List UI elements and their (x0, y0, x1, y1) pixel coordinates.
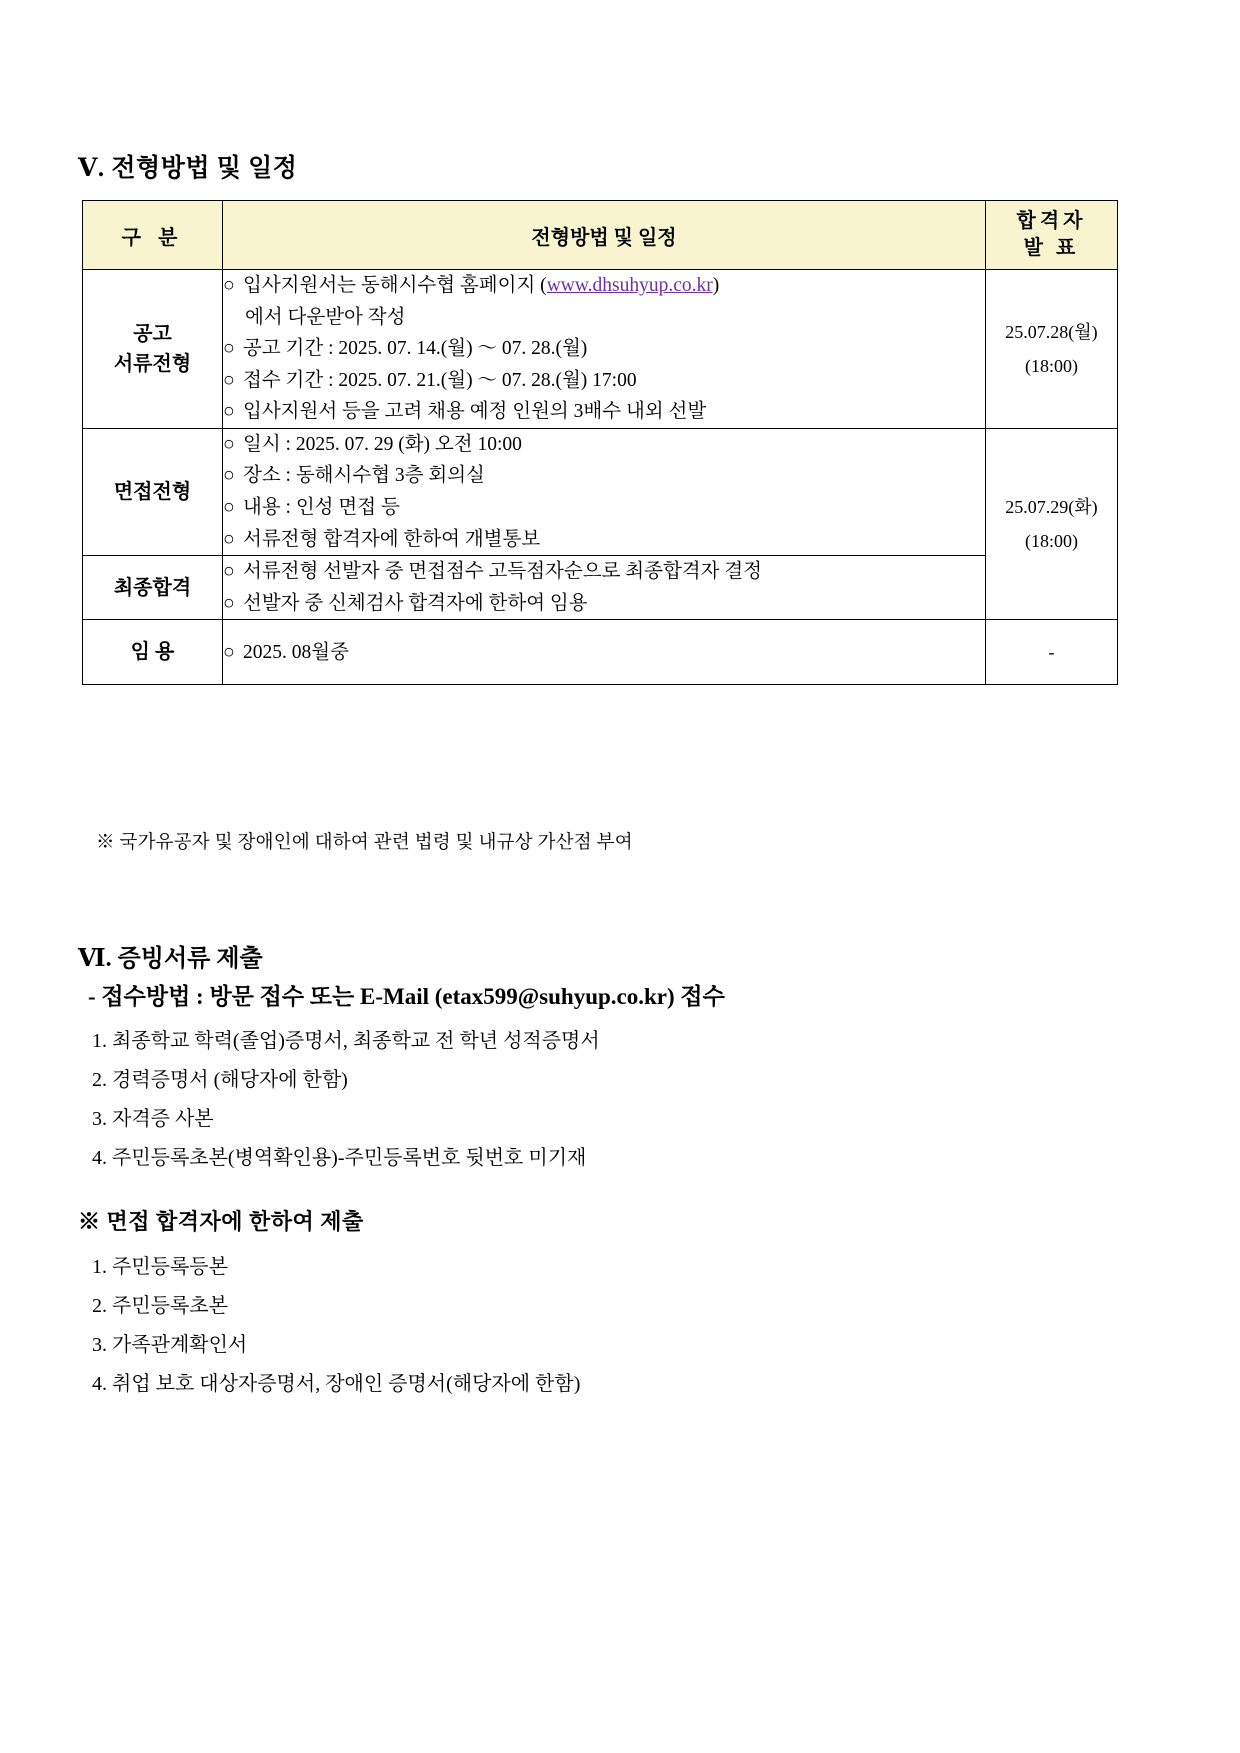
circle-marker-icon: ○ (223, 497, 235, 519)
circle-marker-icon: ○ (223, 401, 235, 423)
header-result-line2: 발 표 (1023, 237, 1080, 259)
table-row (83, 620, 1118, 685)
list-item: 2. 경력증명서 (해당자에 한함) (92, 1069, 348, 1091)
section-v-heading: Ⅴ. 전형방법 및 일정 (78, 155, 298, 182)
list-item: 2. 주민등록초본 (92, 1295, 228, 1317)
row-division-interview: 면접전형 (83, 428, 223, 555)
row-division-appointment: 임 용 (83, 620, 223, 685)
list-item: 4. 주민등록초본(병역확인용)-주민등록번호 뒷번호 미기재 (92, 1147, 587, 1169)
circle-marker-icon: ○ (223, 561, 235, 583)
table-row (83, 556, 1118, 620)
homepage-link[interactable]: www.dhsuhyup.co.kr (546, 275, 713, 296)
table-row (83, 270, 1118, 429)
method-item: ○ 서류전형 선발자 중 면접점수 고득점자순으로 최종합격자 결정 (223, 556, 985, 588)
interview-pass-documents-heading: ※ 면접 합격자에 한하여 제출 (78, 1209, 364, 1234)
row-method-final (223, 556, 986, 620)
interview-pass-documents-list (92, 1248, 580, 1404)
section-vi-heading: Ⅵ. 증빙서류 제출 (78, 946, 263, 972)
table-header-row (83, 201, 1118, 270)
method-item-cont: 에서 다운받아 작성 (245, 306, 406, 328)
method-item: ○ 공고 기간 : 2025. 07. 14.(월) ～ 07. 28.(월) (223, 333, 985, 365)
method-item: ○ 선발자 중 신체검사 합격자에 한하여 임용 (223, 588, 985, 620)
list-item: 3. 가족관계확인서 (92, 1334, 248, 1356)
method-item: ○ 입사지원서 등을 고려 채용 예정 인원의 3배수 내외 선발 (223, 396, 985, 428)
row-method-appointment (223, 620, 986, 685)
section-v-footnote: ※ 국가유공자 및 장애인에 대하여 관련 법령 및 내규상 가산점 부여 (96, 833, 633, 853)
row-division-final: 최종합격 (83, 556, 223, 620)
list-item: 3. 자격증 사본 (92, 1108, 214, 1130)
list-item: 1. 최종학교 학력(졸업)증명서, 최종학교 전 학년 성적증명서 (92, 1030, 600, 1052)
circle-marker-icon: ○ (223, 433, 235, 455)
header-result-line1: 합격자 (1016, 210, 1087, 232)
header-division: 구 분 (83, 201, 223, 270)
circle-marker-icon: ○ (223, 465, 235, 487)
section-vi-submission-method: - 접수방법 : 방문 접수 또는 E-Mail (etax599@suhyup.co.kr) 접수 (88, 984, 725, 1009)
method-item: ○ 장소 : 동해시수협 3층 회의실 (223, 460, 985, 492)
circle-marker-icon: ○ (223, 641, 235, 663)
circle-marker-icon: ○ (223, 369, 235, 391)
list-item: 1. 주민등록등본 (92, 1256, 228, 1278)
circle-marker-icon: ○ (223, 275, 235, 296)
row-method-interview (223, 428, 986, 555)
row-result-interview: 25.07.29(화) (18:00) (986, 428, 1118, 619)
circle-marker-icon: ○ (223, 338, 235, 360)
method-item: ○ 입사지원서는 동해시수협 홈페이지 (www.dhsuhyup.co.kr) (223, 270, 985, 302)
header-result (986, 201, 1118, 270)
row-result-appointment: - (986, 620, 1118, 685)
method-item: ○ 내용 : 인성 면접 등 (223, 492, 985, 524)
circle-marker-icon: ○ (223, 592, 235, 614)
header-method: 전형방법 및 일정 (223, 201, 986, 270)
table-row (83, 428, 1118, 555)
row-division-notice: 공고 서류전형 (83, 270, 223, 429)
method-item: ○ 일시 : 2025. 07. 29 (화) 오전 10:00 (223, 429, 985, 461)
row-result-notice: 25.07.28(월) (18:00) (986, 270, 1118, 429)
selection-schedule-table (82, 200, 1118, 685)
circle-marker-icon: ○ (223, 528, 235, 550)
required-documents-list (92, 1022, 600, 1178)
method-item: ○ 서류전형 합격자에 한하여 개별통보 (223, 524, 985, 556)
list-item: 4. 취업 보호 대상자증명서, 장애인 증명서(해당자에 한함) (92, 1373, 581, 1395)
method-item: ○ 2025. 08월중 (223, 637, 985, 669)
row-method-notice (223, 270, 986, 429)
method-item: ○ 접수 기간 : 2025. 07. 21.(월) ～ 07. 28.(월) 17:00 (223, 365, 985, 397)
